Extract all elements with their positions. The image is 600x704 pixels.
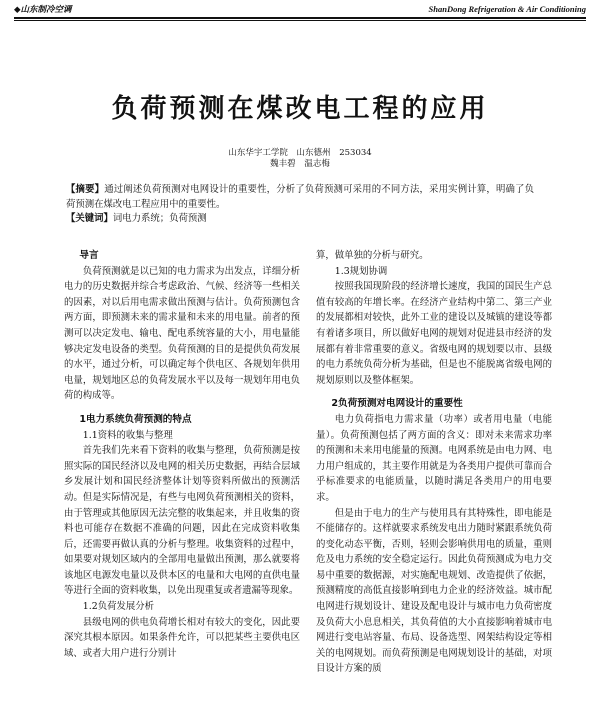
abstract-label: 【摘要】 (66, 184, 105, 195)
keywords-label: 【关键词】 (66, 213, 113, 225)
author-affiliation: 山东华宇工学院 山东德州 253034 (228, 148, 372, 158)
section-1-2-heading: 1.2负荷发展分析 (82, 601, 154, 613)
section-1-2-paragraph: 县级电网的供电负荷增长相对有较大的变化，因此要深究其根本原因。如果条件允许，可以把某些主要供电区域、或者大用户进行分别计 (64, 616, 300, 659)
section-2-paragraph-1: 电力负荷指电力需求量（功率）或者用电量（电能量）。负荷预测包括了两方面的含义：即对未来需求功率的预测和未来用电能量的预测。电网系统是由电力网、电力用户组成的，其主要作用就是为各类用户提供可靠而合乎标准要求的电能质量，以随时满足各类用户的用电要求。 (316, 413, 552, 503)
intro-heading: 导言 (79, 250, 99, 261)
section-1-3-heading: 1.3规划协调 (334, 265, 388, 277)
abstract (66, 183, 534, 227)
journal-name-cn: ◆山东制冷空调 (14, 5, 72, 15)
running-header (14, 2, 586, 16)
right-column (316, 248, 552, 677)
continued-paragraph: 算，做单独的分析与研究。 (316, 250, 429, 261)
intro-paragraph: 负荷预测就是以已知的电力需求为出发点，详细分析电力的历史数据并综合考虑政治、气候、经济等一些相关的因素，对以后用电需求做出预测与估计。负荷预测包含两方面，即预测未来的需求量和未来的用电量。前者的预测可以决定发电、输电、配电系统容量的大小，用电量能够决定发电设备的类型。负荷预测的目的是提供负荷发展的水平，通过分析，可以确定每个供电区、各规划年供用电量，规划地区总的负荷发展水平以及每一规划年用电负荷的构成等。 (64, 265, 300, 402)
keywords-text: 词电力系统；负荷预测 (112, 213, 207, 225)
section-1-heading: 1电力系统负荷预测的特点 (79, 413, 192, 425)
section-2-heading: 2负荷预测对电网设计的重要性 (331, 398, 463, 410)
section-1-3-paragraph: 按照我国现阶段的经济增长速度，我国的国民生产总值有较高的年增长率。在经济产业结构中第二、第三产业的发展都相对较快，此外工业的建设以及城镇的建设等都有着诸多项目，所以做好电网的规划对促进县市经济的发展都有着非常重要的意义。省级电网的规划要以市、县级的电力系统负荷分析为基础，但是也不能脱离省级电网的规划原则以及整体框架。 (316, 281, 552, 386)
header-rule (14, 17, 586, 19)
section-1-1-heading: 1.1资料的收集与整理 (82, 429, 173, 441)
left-column (64, 248, 300, 661)
paper-title: 负荷预测在煤改电工程的应用 (111, 94, 489, 124)
abstract-text: 通过阐述负荷预测对电网设计的重要性，分析了负荷预测可采用的不同方法，采用实例计算，明确了负荷预测在煤改电工程应用中的重要性。 (66, 184, 534, 210)
header-rule-thin (14, 20, 586, 21)
author-names: 魏丰碧 温志梅 (270, 159, 330, 169)
journal-name-en: ShanDong Refrigeration & Air Conditioning (428, 4, 586, 14)
section-2-paragraph-2: 但是由于电力的生产与使用具有其特殊性，即电能是不能储存的。这样就要求系统发电出力随时紧跟系统负荷的变化动态平衡，否则，轻则会影响供用电的质量，重则危及电力系统的安全稳定运行。因此负荷预测成为电力交易中重要的数据源，对实施配电规划、改造提供了依据，预测精度的高低直接影响到电力企业的经济效益。城市配电网进行规划设计、建设及配电设计与城市电力负荷密度及负荷大小息息相关，其负荷值的大小直接影响着城市电网进行变电站容量、布局、设备选型、网架结构设定等相关的电网规划。而负荷预测是电网规划设计的基础，对项目设计方案的质 (316, 507, 552, 675)
section-1-1-paragraph: 首先我们先来看下资料的收集与整理，负荷预测是按照实际的国民经济以及电网的相关历史数据，再结合层域乡发展计划和国民经济整体计划等资料所做出的预测活动。但是实际情况是，有些与电网负荷预测相关的资料，由于管理或其他原因无法完整的收集起来，并且收集的资料也可能存在数据不准确的问题，因此在完成资料收集后，还需要再做认真的分析与整理。收集资料的过程中，如果要对规划区域内的全部用电量做出预测，那么就要将该地区电源发电量以及供本区的电量和大电网的直供电量等进行全面的资料收集，以免出现重复或者遗漏等现象。 (64, 445, 300, 597)
